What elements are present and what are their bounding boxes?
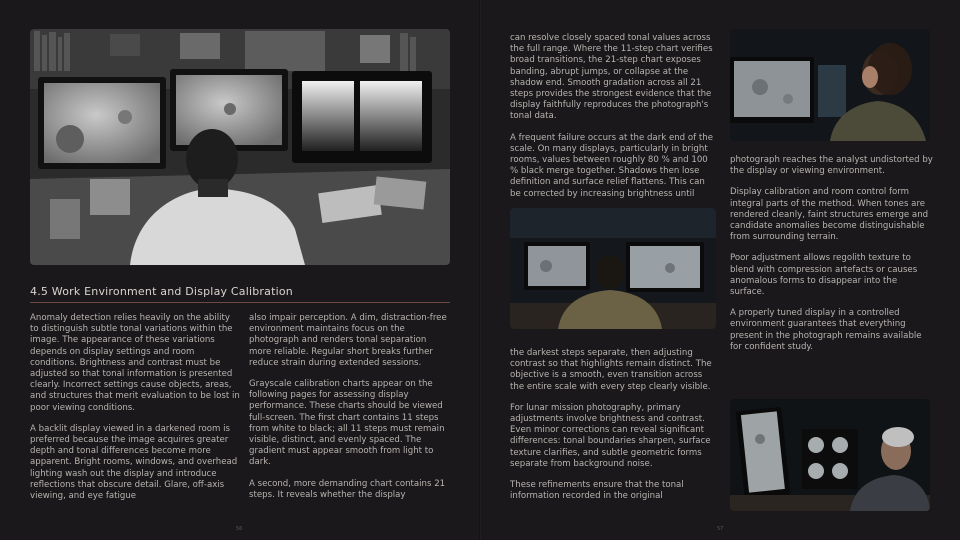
- paragraph: photograph reaches the analyst undistorted by the display or viewing environment.: [730, 155, 933, 177]
- paragraph: A properly tuned display in a controlled environment guarantees that everything present in the photograph remains available for confident study.: [730, 308, 922, 352]
- paragraph: also impair perception. A dim, distraction-free environment maintains focus on the photograph and renders tonal separation more reliable. Regular short breaks further reduce strain during extended sessions.: [249, 313, 447, 368]
- photo-soldier-at-monitors: [510, 208, 716, 329]
- paragraph: Display calibration and room control form integral parts of the method. When tones are rendered cleanly, faint structures emerge and candidate anomalies become distinguishable from surrounding terrain.: [730, 187, 929, 243]
- right-column-1-top: [510, 33, 714, 210]
- photo-woman-at-monitors: [730, 29, 930, 141]
- page-number: 56: [236, 526, 243, 532]
- right-page: [481, 0, 960, 540]
- left-column-1: [30, 313, 240, 512]
- photo-man-at-monitors: [730, 399, 930, 511]
- paragraph: A frequent failure occurs at the dark end of the scale. On many displays, particularly in bright rooms, values between roughly 80 % and 100 % black merge together. Shadows then lose definition and surface relief flattens. This can be corrected by increasing brightness until: [510, 132, 713, 199]
- paragraph: Poor adjustment allows regolith texture to blend with compression artefacts or causes anomalous forms to disappear into the surface.: [730, 253, 918, 298]
- paragraph: the darkest steps separate, then adjusting contrast so that highlights remain distinct. The objective is a smooth, even transition across the entire scale with every step clearly visible.: [510, 348, 712, 392]
- woman-monitors-illustration: [730, 29, 930, 141]
- analyst-monitors-illustration: [30, 29, 450, 265]
- paragraph: can resolve closely spaced tonal values across the full range. Where the 11-step chart verifies broad transitions, the 21-step chart exposes banding, abrupt jumps, or collapse at the shadow end. Smooth gradation across all 21 steps provides the strongest evidence that the display faithfully reproduces the photograph's tonal data.: [510, 33, 713, 122]
- paragraph: Anomaly detection relies heavily on the ability to distinguish subtle tonal variations within the image. The appearance of these variations depends on display settings and room conditions. Brightness and contrast must be adjusted so that tonal information is presented clearly. Incorrect settings cause objects, areas, and structures that merit evaluation to be lost in poor viewing conditions.: [30, 313, 240, 413]
- right-column-2: [730, 155, 934, 363]
- right-column-1-bottom: [510, 348, 714, 512]
- paragraph: Grayscale calibration charts appear on the following pages for assessing display performance. These charts should be viewed full-screen. The first chart contains 11 steps from white to black; all 11 steps must remain visible, distinct, and evenly spaced. The gradient must appear smooth from light to dark.: [249, 379, 445, 468]
- soldier-monitors-illustration: [510, 208, 716, 329]
- paragraph: A second, more demanding chart contains 21 steps. It reveals whether the display: [249, 478, 446, 500]
- paragraph: For lunar mission photography, primary adjustments involve brightness and contrast. Even minor corrections can reveal significant differences: tonal boundaries sharpen, surface texture clarifies, and subtle geometric forms separate from background noise.: [510, 402, 711, 469]
- paragraph: A backlit display viewed in a darkened room is preferred because the image acquires greater depth and tonal differences become more apparent. Bright rooms, windows, and overhead lighting wash out the display and introduce reflections that obscure detail. Glare, off-axis viewing, and eye fatigue: [30, 423, 238, 502]
- paragraph: These refinements ensure that the tonal information recorded in the original: [510, 480, 684, 502]
- left-column-2: [249, 313, 449, 511]
- section-heading: 4.5 Work Environment and Display Calibration: [30, 285, 450, 303]
- page-number: 57: [717, 526, 724, 532]
- photo-analyst-at-monitors: [30, 29, 450, 265]
- man-monitors-illustration: [730, 399, 930, 511]
